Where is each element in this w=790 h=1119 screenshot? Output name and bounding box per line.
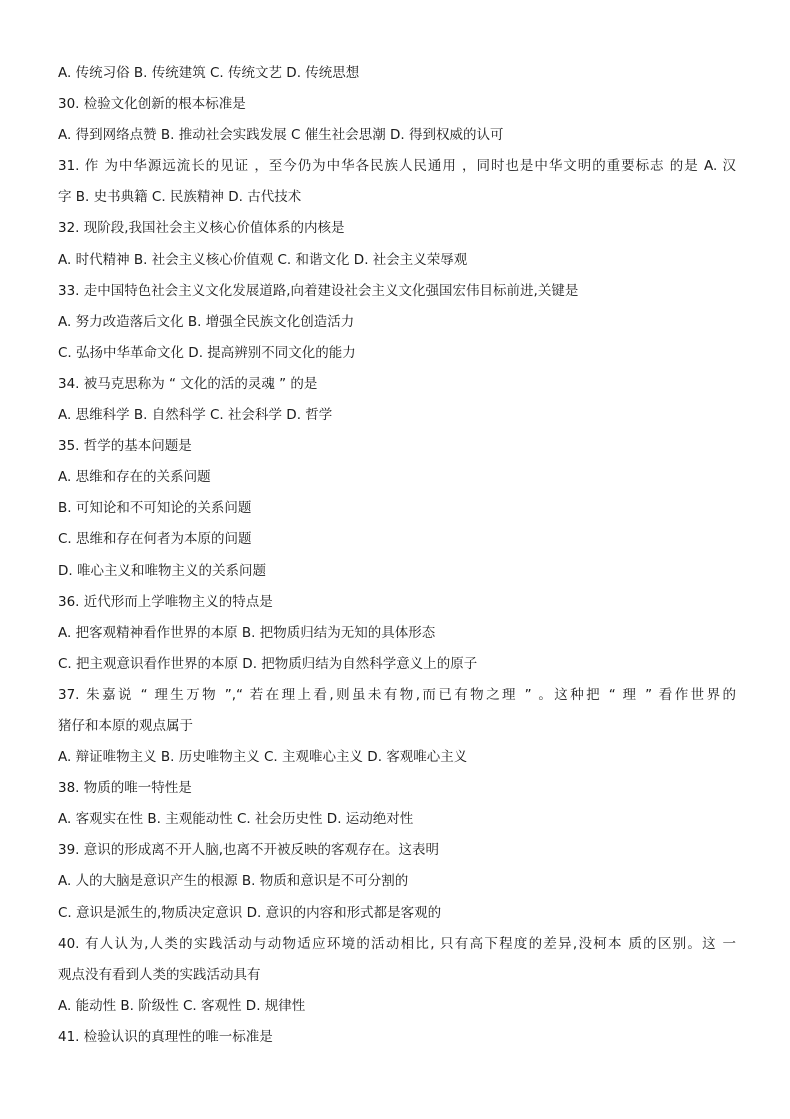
- question-39: 39. 意识的形成离不开人脑,也离不开被反映的客观存在。这表明: [58, 842, 440, 859]
- question-34: 34. 被马克思称为 “ 文化的活的灵魂 ” 的是: [58, 375, 318, 392]
- option-q35-c: C. 思维和存在何者为本原的问题: [58, 531, 252, 548]
- options-q34: A. 思维科学 B. 自然科学 C. 社会科学 D. 哲学: [58, 407, 333, 424]
- options-q33-ab: A. 努力改造落后文化 B. 增强全民族文化创造活力: [58, 313, 355, 330]
- question-38: 38. 物质的唯一特性是: [58, 780, 192, 797]
- options-q40: A. 能动性 B. 阶级性 C. 客观性 D. 规律性: [58, 997, 306, 1014]
- options-q39-cd: C. 意识是派生的,物质决定意识 D. 意识的内容和形式都是客观的: [58, 904, 442, 921]
- options-q38: A. 客观实在性 B. 主观能动性 C. 社会历史性 D. 运动绝对性: [58, 811, 414, 828]
- question-32: 32. 现阶段,我国社会主义核心价值体系的内核是: [58, 220, 345, 237]
- options-q36-ab: A. 把客观精神看作世界的本原 B. 把物质归结为无知的具体形态: [58, 624, 436, 641]
- options-q31: 字 B. 史书典籍 C. 民族精神 D. 古代技术: [58, 189, 302, 206]
- options-q33-cd: C. 弘扬中华革命文化 D. 提高辨别不同文化的能力: [58, 344, 356, 361]
- question-37: 37. 朱嘉说 “ 理生万物 ”,“ 若在理上看,则虽未有物,而已有物之理 ” 。这种把 “ 理 ” 看作世界的: [58, 686, 736, 703]
- question-40-cont: 观点没有看到人类的实践活动具有: [58, 966, 261, 983]
- question-30: 30. 检验文化创新的根本标准是: [58, 96, 246, 113]
- options-q32: A. 时代精神 B. 社会主义核心价值观 C. 和谐文化 D. 社会主义荣辱观: [58, 251, 468, 268]
- question-41: 41. 检验认识的真理性的唯一标准是: [58, 1028, 273, 1045]
- options-q37: A. 辩证唯物主义 B. 历史唯物主义 C. 主观唯心主义 D. 客观唯心主义: [58, 749, 468, 766]
- options-q39-ab: A. 人的大脑是意识产生的根源 B. 物质和意识是不可分割的: [58, 873, 409, 890]
- question-35: 35. 哲学的基本问题是: [58, 438, 192, 455]
- option-q35-d: D. 唯心主义和唯物主义的关系问题: [58, 562, 266, 579]
- options-q30: A. 得到网络点赞 B. 推动社会实践发展 C 催生社会思潮 D. 得到权威的认可: [58, 127, 504, 144]
- question-31: 31. 作 为中华源远流长的见证 ，至今仍为中华各民族人民通用 ，同时也是中华文明的重要标志 的是 A. 汉: [58, 158, 736, 175]
- question-37-cont: 猪仔和本原的观点属于: [58, 717, 193, 734]
- question-33: 33. 走中国特色社会主义文化发展道路,向着建设社会主义文化强国宏伟目标前进,关键是: [58, 282, 579, 299]
- document-page: [58, 58, 736, 1053]
- option-q35-a: A. 思维和存在的关系问题: [58, 469, 211, 486]
- options-q36-cd: C. 把主观意识看作世界的本原 D. 把物质归结为自然科学意义上的原子: [58, 655, 478, 672]
- question-36: 36. 近代形而上学唯物主义的特点是: [58, 593, 273, 610]
- option-q35-b: B. 可知论和不可知论的关系问题: [58, 500, 252, 517]
- options-q29: A. 传统习俗 B. 传统建筑 C. 传统文艺 D. 传统思想: [58, 65, 360, 81]
- question-40: 40. 有人认为,人类的实践活动与动物适应环境的活动相比, 只有高下程度的差异,没柯本 质的区别。这 一: [58, 935, 736, 952]
